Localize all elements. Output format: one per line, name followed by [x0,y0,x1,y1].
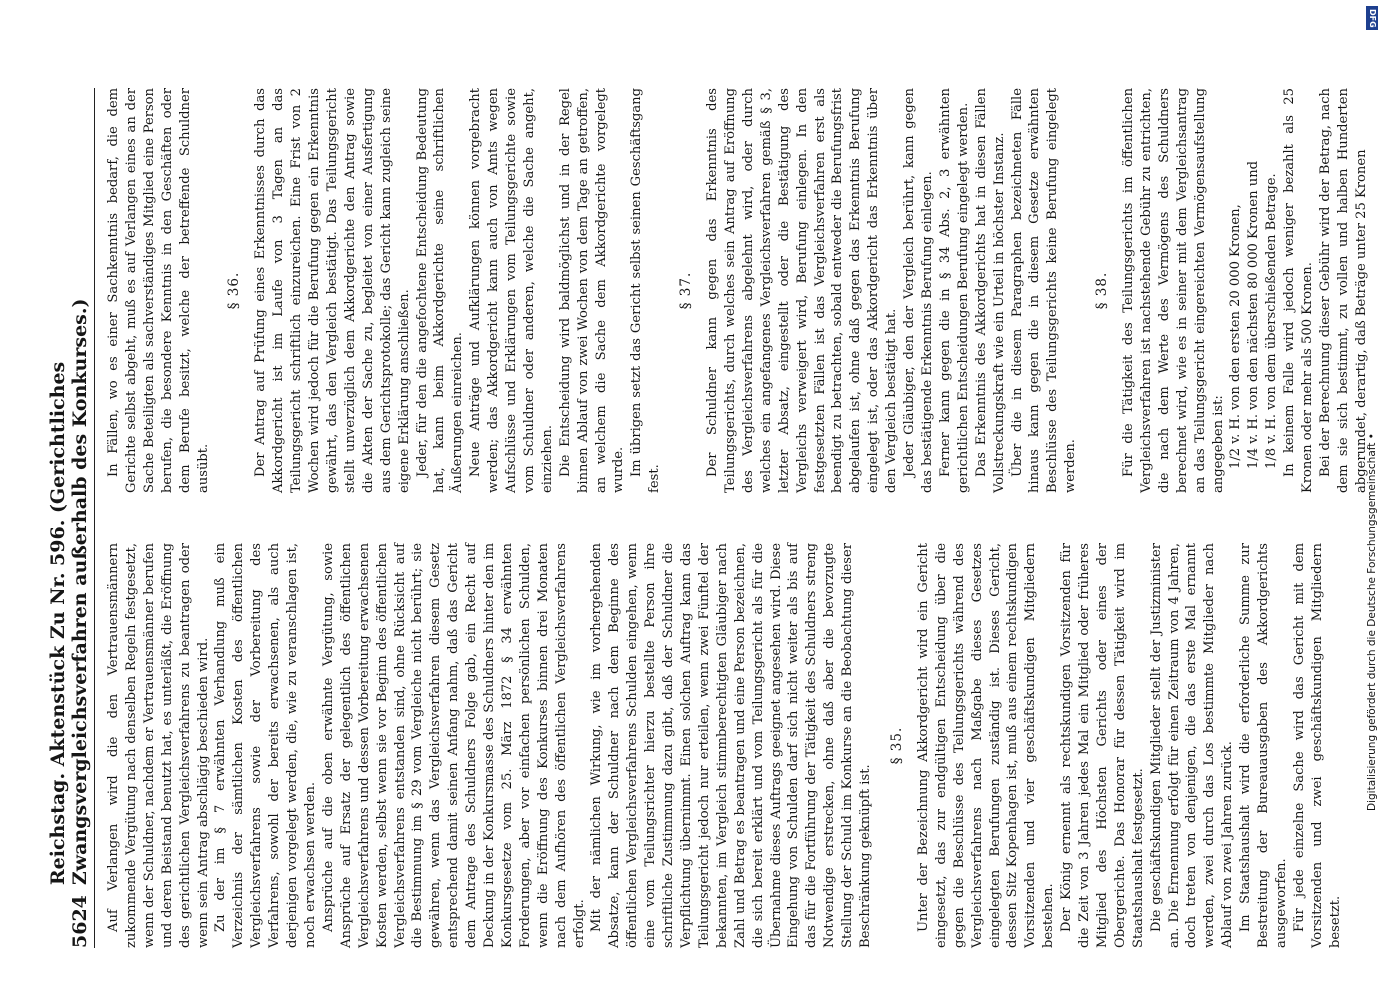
right-text-column [105,88,1371,493]
paragraph: In Fällen, wo es einer Sachkenntnis bedarf, die dem Gerichte selbst abgeht, muß es auf Verlangen eines an der Sache Beteiligten als sachverständiges Mitglied eine Person berufen, die besondere Kenntnis in den Geschäften oder dem Berufe besitzt, welche der betreffende Schuldner ausübt. [106,88,211,493]
paragraph: Ferner kann gegen die in § 34 Abs. 2, 3 erwähnten gerichtlichen Entscheidungen Berufung eingelegt werden. [937,88,971,493]
paragraph: Jeder, für den die angefochtene Entscheidung Bedeutung hat, kann beim Akkordgerichte seine schriftlichen Äußerungen einreichen. [414,88,466,493]
section-heading: § 35. [888,726,905,765]
dfg-logo: DFG [1366,6,1378,30]
section-heading: § 38. [1094,271,1111,310]
page-number: 5624 [69,895,91,948]
fee-list-item: 1/4 v. H. von den nächsten 80 000 Kronen und [1246,160,1262,469]
paragraph: Bei der Berechnung dieser Gebühr wird der Betrag, nach dem sie sich bestimmt, zu vollen und halben Hunderten abgerundet, derartig, daß Beträge unter 25 Kronen [1318,88,1369,493]
paragraph: Unter der Bezeichnung Akkordgericht wird ein Gericht eingesetzt, das zur endgültigen Entscheidung über die gegen die Beschlüsse des Teilungsgerichts während des Vergleichsverfahrens nach Maßgabe dieses Gesetzes eingelegten Berufungen zuständig ist. Dieses Gericht, dessen Sitz Kopenhagen ist, muß aus einem rechtskundigen Vorsitzenden und vier geschäftskundigen Mitgliedern bestehen. [915,543,1057,948]
paragraph: Ansprüche auf die oben erwähnte Vergütung, sowie Ansprüche auf Ersatz der gelegentlich des öffentlichen Vergleichsverfahrens und dessen Vorbereitung erwachsenen Kosten werden, selbst wenn sie vor Beginn des öffentlichen Vergleichsverfahrens entstanden sind, ohne Rücksicht auf die Bestimmung im § 29 vom Vergleiche nicht berührt; sie gewähren, wenn das Vergleichsverfahren diesem Gesetz entsprechend damit seinen Anfang nahm, daß das Gericht dem Antrage des Schuldners Folge gab, ein Recht auf Deckung in der Konkursmasse des Schuldners hinter den im Konkursgesetze vom 25. März 1872 § 34 erwähnten Forderungen, aber vor einfachen persönlichen Schulden, wenn die Eröffnung des Konkurses binnen drei Monaten nach dem Aufhören des öffentlichen Vergleichsverfahrens erfolgt. [320,543,587,948]
section-heading: § 37. [678,271,695,310]
digitization-credit-text: Digitalisierung gefördert durch die Deutsche Forschungsgemeinschaft • [1366,433,1378,811]
paragraph: Mit der nämlichen Wirkung, wie im vorhergehenden Absatze, kann der Schuldner nach dem Beginne des öffentlichen Vergleichsverfahrens Schulden eingehen, wenn eine vom Teilungsrichter hierzu bestellte Person ihre schriftliche Zustimmung dazu gibt, daß der Schuldner die Verpflichtung übernimmt. Einen solchen Auftrag kann das Teilungsgericht jedoch nur erteilen, wenn zwei Fünftel der bekannten, im Vergleich stimmberechtigten Gläubiger nach Zahl und Betrag es beantragen und eine Person bezeichnen, die sich bereit erklärt und vom Teilungsgericht als für die Übernahme dieses Auftrags geeignet angesehen wird. Diese Eingehung von Schulden darf sich nicht weiter als bis auf das für die Fortführung der Tätigkeit des Schuldners streng Notwendige erstrecken, ohne daß aber die bevorzugte Stellung der Schuld im Konkurse an die Beobachtung dieser Beschränkung geknüpft ist. [589,543,874,948]
paragraph: Im Staatshaushalt wird die erforderliche Summe zur Bestreitung der Bureauausgaben des Akkordgerichts ausgeworfen. [1238,543,1289,948]
paragraph: Die geschäftskundigen Mitglieder stellt der Justizminister an. Die Ernennung erfolgt für einen Zeitraum von 4 Jahren, doch treten von denjenigen, die das erste Mal ernannt werden, zwei durch das Los bestimmte Mitglieder nach Ablauf von zwei Jahren zurück. [1148,543,1236,948]
paragraph: Das Erkenntnis des Akkordgerichts hat in diesen Fällen Vollstreckungskraft wie ein Urteil in höchster Instanz. [973,88,1007,493]
page-running-title: Reichstag. Aktenstück Zu Nr. 596. (Gerichtliches Zwangsvergleichsverfahren außerhalb des Konkurses.) [47,298,91,886]
digitization-credit-stripe [1361,6,1383,996]
paragraph: Für die Tätigkeit des Teilungsgerichts im öffentlichen Vergleichsverfahren ist nachstehende Gebühr zu entrichten, die nach dem Werte des Vermögens des Schuldners berechnet wird, wie es in seiner mit dem Vergleichsantrag an das Teilungsgericht eingereichten Vermögensaufstellung angegeben ist: [1121,88,1226,493]
paragraph: Die Entscheidung wird baldmöglichst und in der Regel binnen Ablauf von zwei Wochen von dem Tage an getroffen, an welchem die Sache dem Akkordgerichte vorgelegt wurde. [557,88,627,493]
paragraph: Zu der im § 7 erwähnten Verhandlung muß ein Verzeichnis der sämtlichen Kosten des öffentlichen Vergleichsverfahrens sowie der Vorbereitung des Verfahrens, sowohl der bereits erwachsenen, als auch derjenigen vorgelegt werden, die, wie zu veranschlagen ist, noch erwachsen werden. [213,543,318,948]
paragraph: Im übrigen setzt das Gericht selbst seinen Geschäftsgang fest. [629,88,663,493]
fee-list-item: 1/8 v. H. von dem überschießenden Betrage. [1264,173,1280,469]
paragraph: Neue Anträge und Aufklärungen können vorgebracht werden; das Akkordgericht kann auch von Amts wegen Aufschlüsse und Erklärungen vom Teilungsgerichte sowie vom Schuldner oder anderen, welche die Sache angeht, einziehen. [468,88,555,493]
left-text-column [105,543,1345,948]
paragraph: Der König ernennt als rechtskundigen Vorsitzenden für die Zeit von 3 Jahren jedes Mal ein Mitglied oder früheres Mitglied des Höchsten Gerichts oder eines der Obergerichte. Das Honorar für dessen Tätigkeit wird im Staatshaushalt festgesetzt. [1059,543,1146,948]
paragraph: Jeder Gläubiger, den der Vergleich berührt, kann gegen das bestätigende Erkenntnis Berufung einlegen. [902,88,935,493]
section-heading: § 36. [226,271,243,310]
paragraph: Auf Verlangen wird die den Vertrauensmännern zukommende Vergütung nach denselben Regeln festgesetzt, wenn der Schuldner, nachdem er Vertrauensmänner berufen und deren Beistand benutzt hat, es unterläßt, die Eröffnung des gerichtlichen Vergleichsverfahrens zu beantragen oder wenn sein Antrag abschlägig beschieden wird. [106,543,211,948]
page-header [47,88,95,948]
paragraph: Der Schuldner kann gegen das Erkenntnis des Teilungsgerichts, durch welches sein Antrag auf Eröffnung des Vergleichsverfahrens abgelehnt wird, oder durch welches ein angefangenes Vergleichsverfahren gemäß § 3, letzter Absatz, eingestellt oder die Bestätigung des Vergleichs verweigert wird, Berufung einlegen. In den festgesetzten Fällen ist das Vergleichsverfahren erst als beendigt zu betrachten, sobald entweder die Berufungsfrist abgelaufen ist, ohne daß gegen das Erkenntnis Berufung eingelegt ist, oder das Akkordgericht das Erkenntnis über den Vergleich bestätigt hat. [705,88,900,493]
paragraph: Für jede einzelne Sache wird das Gericht mit dem Vorsitzenden und zwei geschäftskundigen Mitgliedern besetzt. [1291,543,1343,948]
paragraph: In keinem Falle wird jedoch weniger bezahlt als 25 Kronen oder mehr als 500 Kronen. [1282,88,1316,493]
rotated-document-page [47,88,1369,948]
fee-list-item: 1/2 v. H. von den ersten 20 000 Kronen, [1228,204,1244,469]
paragraph: Über die in diesem Paragraphen bezeichneten Fälle hinaus kann gegen die in diesem Gesetze erwähnten Beschlüsse des Teilungsgerichts keine Berufung eingelegt werden. [1009,88,1079,493]
paragraph: Der Antrag auf Prüfung eines Erkenntnisses durch das Akkordgericht ist im Laufe von 3 Tagen an das Teilungsgericht schriftlich einzureichen. Eine Frist von 2 Wochen wird jedoch für die Berufung gegen ein Erkenntnis gewährt, das den Vergleich bestätigt. Das Teilungsgericht stellt unverzüglich dem Akkordgerichte den Antrag sowie die Akten der Sache zu, begleitet von einer Ausfertigung aus dem Gerichtsprotokolle; das Gericht kann zugleich seine eigene Erklärung anschließen. [253,88,412,493]
